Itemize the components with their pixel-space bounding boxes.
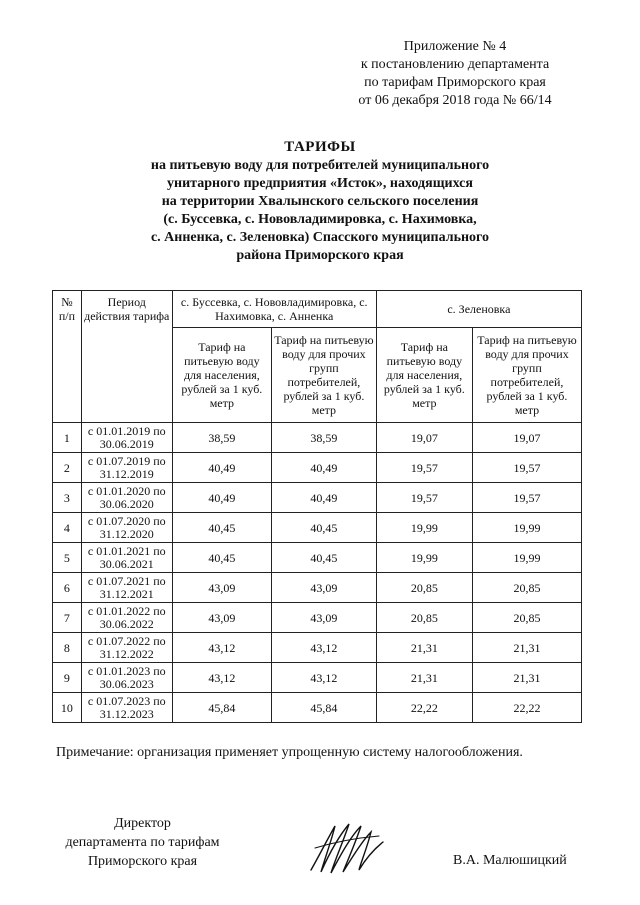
row-number: 4 — [53, 513, 82, 543]
title-subtitle — [95, 157, 545, 265]
row-tariff-4: 19,57 — [472, 483, 581, 513]
row-period: с 01.07.2022 по 31.12.2022 — [81, 633, 172, 663]
row-tariff-2: 43,09 — [272, 603, 377, 633]
row-tariff-2: 40,49 — [272, 483, 377, 513]
signer-name: В.А. Малюшицкий — [453, 853, 567, 868]
row-tariff-2: 40,45 — [272, 513, 377, 543]
row-period: с 01.07.2021 по 31.12.2021 — [81, 573, 172, 603]
row-tariff-4: 20,85 — [472, 603, 581, 633]
row-tariff-3: 19,57 — [376, 483, 472, 513]
row-tariff-1: 40,49 — [172, 483, 271, 513]
header-tariff-other-2: Тариф на питьевую воду для прочих групп потребителей, рублей за 1 куб. метр — [472, 328, 581, 423]
row-tariff-4: 19,57 — [472, 453, 581, 483]
header-period: Период действия тарифа — [81, 291, 172, 423]
tariff-table — [52, 290, 582, 723]
table-row — [53, 603, 582, 633]
document-title — [95, 138, 545, 265]
row-tariff-1: 45,84 — [172, 693, 271, 723]
row-number: 1 — [53, 423, 82, 453]
title-main: ТАРИФЫ — [284, 139, 356, 155]
row-tariff-3: 19,57 — [376, 453, 472, 483]
title-line: на питьевую воду для потребителей муниципального — [150, 158, 490, 173]
title-line: унитарного предприятия «Исток», находящихся — [167, 176, 473, 191]
note-text: Примечание: организация применяет упрощенную систему налогообложения. — [56, 745, 523, 760]
row-tariff-4: 21,31 — [472, 633, 581, 663]
row-tariff-1: 43,09 — [172, 573, 271, 603]
row-number: 9 — [53, 663, 82, 693]
row-tariff-2: 40,49 — [272, 453, 377, 483]
appendix-line-2: к постановлению департамента — [360, 57, 550, 72]
row-period: с 01.01.2023 по 30.06.2023 — [81, 663, 172, 693]
row-number: 10 — [53, 693, 82, 723]
row-number: 8 — [53, 633, 82, 663]
row-tariff-2: 45,84 — [272, 693, 377, 723]
row-tariff-1: 43,12 — [172, 633, 271, 663]
row-number: 3 — [53, 483, 82, 513]
row-period: с 01.01.2022 по 30.06.2022 — [81, 603, 172, 633]
row-tariff-2: 43,12 — [272, 633, 377, 663]
table-row — [53, 423, 582, 453]
row-tariff-3: 19,07 — [376, 423, 472, 453]
row-tariff-1: 43,12 — [172, 663, 271, 693]
director-block — [55, 814, 230, 871]
row-tariff-1: 43,09 — [172, 603, 271, 633]
director-department: департамента по тарифам — [65, 835, 220, 850]
appendix-line-1: Приложение № 4 — [403, 39, 507, 54]
row-tariff-4: 19,07 — [472, 423, 581, 453]
row-number: 7 — [53, 603, 82, 633]
row-number: 5 — [53, 543, 82, 573]
row-tariff-1: 40,45 — [172, 543, 271, 573]
table-row — [53, 543, 582, 573]
row-tariff-4: 21,31 — [472, 663, 581, 693]
header-tariff-population-2: Тариф на питьевую воду для населения, рублей за 1 куб. метр — [376, 328, 472, 423]
director-title: Директор — [114, 816, 171, 831]
header-tariff-population-1: Тариф на питьевую воду для населения, рублей за 1 куб. метр — [172, 328, 271, 423]
row-tariff-4: 19,99 — [472, 543, 581, 573]
header-group-bussevka: с. Буссевка, с. Нововладимировка, с. Нахимовка, с. Анненка — [172, 291, 376, 328]
header-tariff-other-1: Тариф на питьевую воду для прочих групп потребителей, рублей за 1 куб. метр — [272, 328, 377, 423]
row-period: с 01.07.2023 по 31.12.2023 — [81, 693, 172, 723]
title-line: на территории Хвалынского сельского поселения — [161, 194, 479, 209]
row-tariff-1: 40,49 — [172, 453, 271, 483]
row-tariff-1: 40,45 — [172, 513, 271, 543]
row-tariff-3: 22,22 — [376, 693, 472, 723]
title-line: (с. Буссевка, с. Нововладимировка, с. Нахимовка, — [163, 212, 477, 227]
row-tariff-3: 20,85 — [376, 573, 472, 603]
appendix-header — [330, 38, 580, 110]
row-tariff-2: 43,12 — [272, 663, 377, 693]
row-tariff-3: 19,99 — [376, 513, 472, 543]
row-tariff-3: 21,31 — [376, 633, 472, 663]
appendix-line-4: от 06 декабря 2018 года № 66/14 — [358, 93, 552, 108]
row-period: с 01.01.2021 по 30.06.2021 — [81, 543, 172, 573]
row-tariff-4: 19,99 — [472, 513, 581, 543]
header-number: № п/п — [53, 291, 82, 423]
appendix-line-3: по тарифам Приморского края — [364, 75, 546, 90]
table-row — [53, 693, 582, 723]
row-tariff-2: 43,09 — [272, 573, 377, 603]
row-period: с 01.01.2019 по 30.06.2019 — [81, 423, 172, 453]
signature-image — [305, 818, 390, 876]
row-tariff-3: 21,31 — [376, 663, 472, 693]
row-tariff-2: 40,45 — [272, 543, 377, 573]
table-row — [53, 453, 582, 483]
row-tariff-3: 19,99 — [376, 543, 472, 573]
table-row — [53, 573, 582, 603]
row-period: с 01.07.2019 по 31.12.2019 — [81, 453, 172, 483]
row-tariff-4: 20,85 — [472, 573, 581, 603]
row-tariff-4: 22,22 — [472, 693, 581, 723]
row-period: с 01.07.2020 по 31.12.2020 — [81, 513, 172, 543]
row-tariff-3: 20,85 — [376, 603, 472, 633]
table-row — [53, 483, 582, 513]
director-region: Приморского края — [87, 854, 198, 869]
row-number: 6 — [53, 573, 82, 603]
row-tariff-2: 38,59 — [272, 423, 377, 453]
table-row — [53, 663, 582, 693]
title-line: с. Анненка, с. Зеленовка) Спасского муниципального — [150, 230, 490, 245]
row-period: с 01.01.2020 по 30.06.2020 — [81, 483, 172, 513]
table-row — [53, 513, 582, 543]
header-group-zelenovka: с. Зеленовка — [376, 291, 581, 328]
table-row — [53, 633, 582, 663]
row-number: 2 — [53, 453, 82, 483]
row-tariff-1: 38,59 — [172, 423, 271, 453]
title-line: района Приморского края — [236, 248, 404, 263]
